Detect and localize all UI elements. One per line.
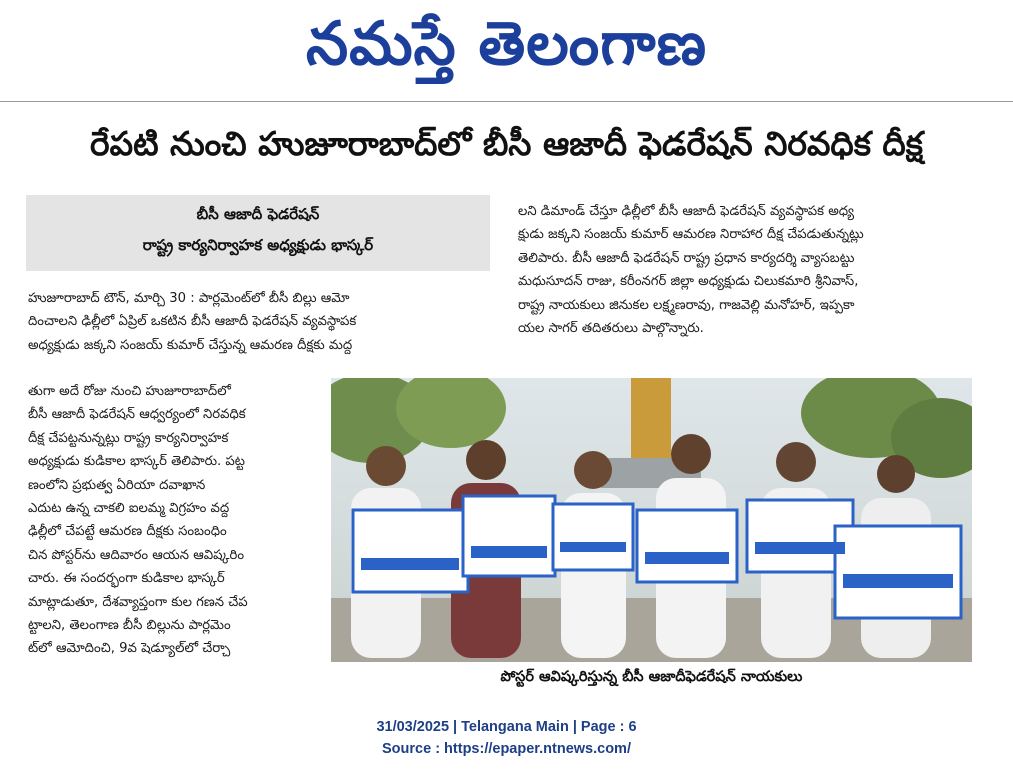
left-column-wide — [28, 287, 488, 357]
subhead-line-2: రాష్ట్ర కార్యనిర్వాహక అధ్యక్షుడు భాస్కర్ — [142, 236, 374, 254]
footer-date-page: 31/03/2025 | Telangana Main | Page : 6 — [376, 719, 637, 735]
subhead-line-1: బీసీ ఆజాదీ ఫెడరేషన్ — [196, 205, 320, 223]
right-column — [518, 200, 978, 340]
text-line: చారు. ఈ సందర్భంగా కుడికాల భాస్కర్ — [28, 571, 225, 587]
masthead — [0, 0, 1013, 102]
text-line: క్షుడు జక్కని సంజయ్ కుమార్ ఆమరణ నిరాహార దీక్ష చేపడుతున్నట్లు — [518, 227, 864, 243]
footer-source: Source : https://epaper.ntnews.com/ — [382, 741, 631, 757]
text-line: మాట్లాడుతూ, దేశవ్యాప్తంగా కుల గణన చేప — [28, 594, 248, 610]
article-headline: రేపటి నుంచి హుజూరాబాద్‌లో బీసీ ఆజాదీ ఫెడరేషన్ నిరవధిక దీక్ష — [90, 124, 923, 163]
text-line: తుగా అదే రోజు నుంచి హుజూరాబాద్‌లో — [28, 384, 231, 399]
text-line: ఎదుట ఉన్న చాకలి ఐలమ్మ విగ్రహం వద్ద — [28, 501, 230, 517]
text-line: అధ్యక్షుడు జక్కని సంజయ్ కుమార్ చేస్తున్న ఆమరణ దీక్షకు మద్ద — [28, 337, 353, 353]
text-line: ఢిల్లీలో చేపట్టే ఆమరణ దీక్షకు సంబంధిం — [28, 524, 227, 540]
text-line: బీసీ ఆజాదీ ఫెడరేషన్ ఆధ్వర్యంలో నిరవధిక — [28, 407, 246, 423]
article-subhead-box — [26, 195, 490, 271]
news-photo — [331, 378, 972, 662]
photo-illustration — [331, 378, 972, 662]
text-line: దీక్ష చేపట్టనున్నట్లు రాష్ట్ర కార్యనిర్వాహక — [28, 430, 229, 446]
text-line: అధ్యక్షుడు కుడికాల భాస్కర్ తెలిపారు. పట్ట — [28, 454, 245, 470]
text-line: రాష్ట్ర నాయకులు జినుకల లక్ష్మణరావు, గాజవెల్లి మనోహర్, ఇప్పకా — [518, 297, 855, 313]
masthead-divider — [0, 101, 1013, 102]
text-line: హుజూరాబాద్ టౌన్, మార్చి 30 : పార్లమెంట్‌లో బీసీ బిల్లు ఆమో — [28, 291, 350, 306]
text-line: ట్టాలని, తెలంగాణ బీసీ బిల్లును పార్లమెం — [28, 618, 231, 634]
text-line: మధుసూదన్ రాజు, కరీంనగర్ జిల్లా అధ్యక్షుడు చిలుకమారి శ్రీనివాస్, — [518, 274, 859, 290]
text-line: ణంలోని ప్రభుత్వ ఏరియా దవాఖాన — [28, 477, 206, 493]
text-line: తెలిపారు. బీసీ ఆజాదీ ఫెడరేషన్ రాష్ట్ర ప్రధాన కార్యదర్శి వ్యాసబట్టు — [518, 250, 855, 266]
text-line: యల సాగర్ తదితరులు పాల్గొన్నారు. — [518, 321, 704, 337]
text-line: లని డిమాండ్ చేస్తూ ఢిల్లీలో బీసీ ఆజాదీ ఫెడరేషన్ వ్యవస్థాపక అధ్య — [518, 204, 855, 219]
photo-caption: పోస్టర్ ఆవిష్కరిస్తున్న బీసీ ఆజాదీఫెడరేషన్ నాయకులు — [500, 669, 803, 685]
left-column-narrow — [28, 380, 328, 661]
newspaper-logo: నమస్తే తెలంగాణ — [305, 9, 708, 79]
text-line: చిన పోస్టర్‌ను ఆదివారం ఆయన ఆవిష్కరిం — [28, 547, 245, 563]
text-line: ట్‌లో ఆమోదించి, 9వ షెడ్యూల్‌లో చేర్చా — [28, 641, 231, 657]
text-line: దించాలని ఢిల్లీలో ఏప్రిల్ ఒకటిన బీసీ ఆజాదీ ఫెడరేషన్ వ్యవస్థాపక — [28, 314, 357, 330]
